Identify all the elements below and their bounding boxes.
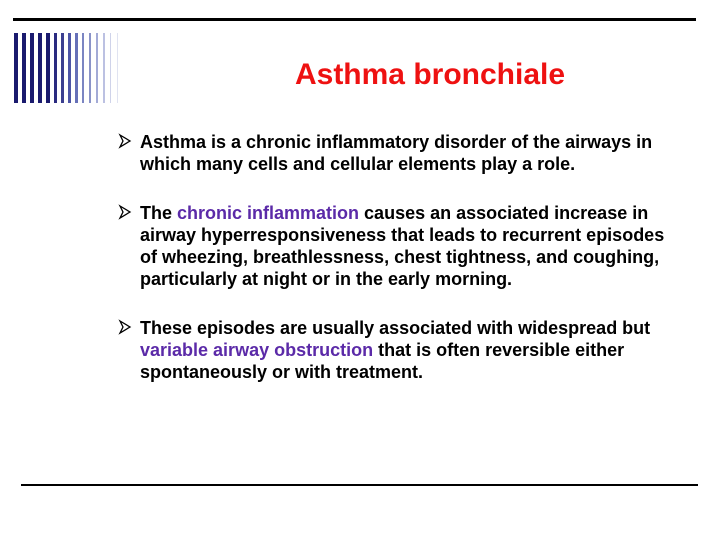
top-rule [13,18,696,21]
highlighted-term: chronic inflammation [177,203,360,223]
bullet-text [140,202,678,290]
bullet-text-segment: Asthma is a chronic inflammatory disorder of the airways in which many cells and cellular elements play a role. [140,132,653,174]
bullet-item [118,202,678,290]
bullet-text-segment: causes an associated increase in airway hyperresponsiveness that leads to recurrent episodes of wheezing, breathlessness, chest tightness, and coughing, particularly at night or in the early morning. [140,203,665,289]
bottom-rule [21,484,698,486]
slide-title: Asthma bronchiale [294,58,566,91]
decorative-stripes [14,33,124,103]
arrowhead-bullet-icon [118,319,132,335]
bullet-item [118,317,678,383]
bullet-text-segment: The [140,203,178,223]
bullet-item [118,131,678,175]
arrowhead-bullet-icon [118,204,132,220]
bullet-text-segment: that is often reversible either spontaneously or with treatment. [140,340,625,382]
bullet-text [140,131,678,175]
bullet-text [140,317,678,383]
highlighted-term: variable airway obstruction [140,340,374,360]
arrowhead-bullet-icon [118,133,132,149]
bullet-text-segment: These episodes are usually associated with widespread but [140,318,651,338]
bullet-list [118,131,678,410]
